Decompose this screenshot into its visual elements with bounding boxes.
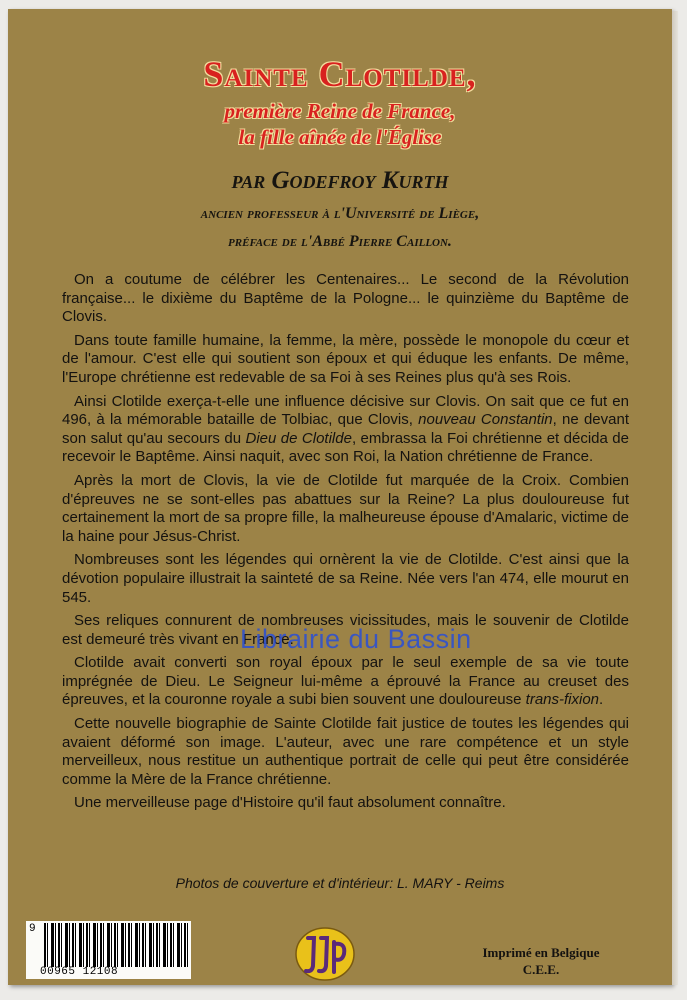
paragraph-2: Dans toute famille humaine, la femme, la mère, possède le monopole du cœur et de l'amour. C'est elle qui soutient son époux et qui éduque les enfants. De même, l'Europe chrétienne est redevable de sa Foi à ses Reines plus qu'à ses Rois. — [62, 331, 629, 386]
author-credential: ancien professeur à l'Université de Liège, — [200, 205, 480, 222]
paragraph-3: Ainsi Clotilde exerça-t-elle une influence décisive sur Clovis. On sait que ce fut en 496, à la mémorable bataille de Tolbiac, que Clovis, nouveau Constantin, ne devant son salut qu'au secours du Dieu de Clotilde, embrassa la Foi chrétienne et décida de recevoir le Baptême. Ainsi naquit, avec son Roi, la Nation chrétienne de France. — [62, 392, 629, 466]
blurb-text — [62, 271, 629, 818]
barcode-lead-digit: 9 — [29, 923, 36, 935]
paragraph-1: On a coutume de célébrer les Centenaires... Le second de la Révolution française... le dixième du Baptême de la Pologne... le quinzième du Baptême de Clovis. — [62, 271, 629, 326]
printed-region: C.E.E. — [522, 962, 560, 977]
paragraph-7: Clotilde avait converti son royal époux par le seul exemple de sa vie toute imprégnée de Dieu. Le Seigneur lui-même a éprouvé la France au creuset des épreuves, et la couronne royale a subi bien souvent une douloureuse trans-fixion. — [62, 654, 629, 709]
book-back-cover — [8, 9, 672, 985]
paragraph-6: Ses reliques connurent de nombreuses vicissitudes, mais le souvenir de Clotilde est demeuré très vivant en France. — [62, 612, 629, 648]
book-title: Sainte Clotilde, — [203, 54, 477, 94]
printer-info — [466, 944, 616, 978]
preface-credit: préface de l'Abbé Pierre Caillon. — [228, 233, 452, 250]
paragraph-9: Une merveilleuse page d'Histoire qu'il faut absolument connaître. — [74, 794, 506, 812]
publisher-logo — [294, 926, 356, 982]
isbn-barcode — [26, 921, 191, 979]
paragraph-5: Nombreuses sont les légendes qui ornèrent la vie de Clotilde. C'est ainsi que la dévotion populaire illustrait la sainteté de sa Reine. Née vers l'an 474, elle mourut en 545. — [62, 551, 629, 606]
printed-in: Imprimé en Belgique — [482, 945, 600, 960]
paragraph-8: Cette nouvelle biographie de Sainte Clotilde fait justice de toutes les légendes qui avaient déformé son image. L'auteur, avec une rare compétence et un style merveilleux, nous restitue un authentique portrait de celle qui peut être considérée comme la Mère de la France chrétienne. — [62, 715, 629, 788]
subtitle-line-2: la fille aînée de l'Église — [238, 125, 442, 149]
barcode-digits: 00965 12108 — [40, 966, 119, 978]
photo-credit: Photos de couverture et d'intérieur: L. MARY - Reims — [175, 875, 505, 891]
subtitle-line-1: première Reine de France, — [224, 99, 456, 123]
watermark: Librairie du Bassin — [240, 624, 472, 654]
paragraph-4: Après la mort de Clovis, la vie de Clotilde fut marquée de la Croix. Combien d'épreuves ne se sont-elles pas abattues sur la Reine? La plus douloureuse fut certainement la mort de sa propre fille, la malheureuse épouse d'Amalaric, victime de la haine pour Jésus-Christ. — [62, 471, 629, 545]
author-line: par Godefroy Kurth — [231, 167, 449, 194]
barcode-bars — [44, 923, 189, 967]
